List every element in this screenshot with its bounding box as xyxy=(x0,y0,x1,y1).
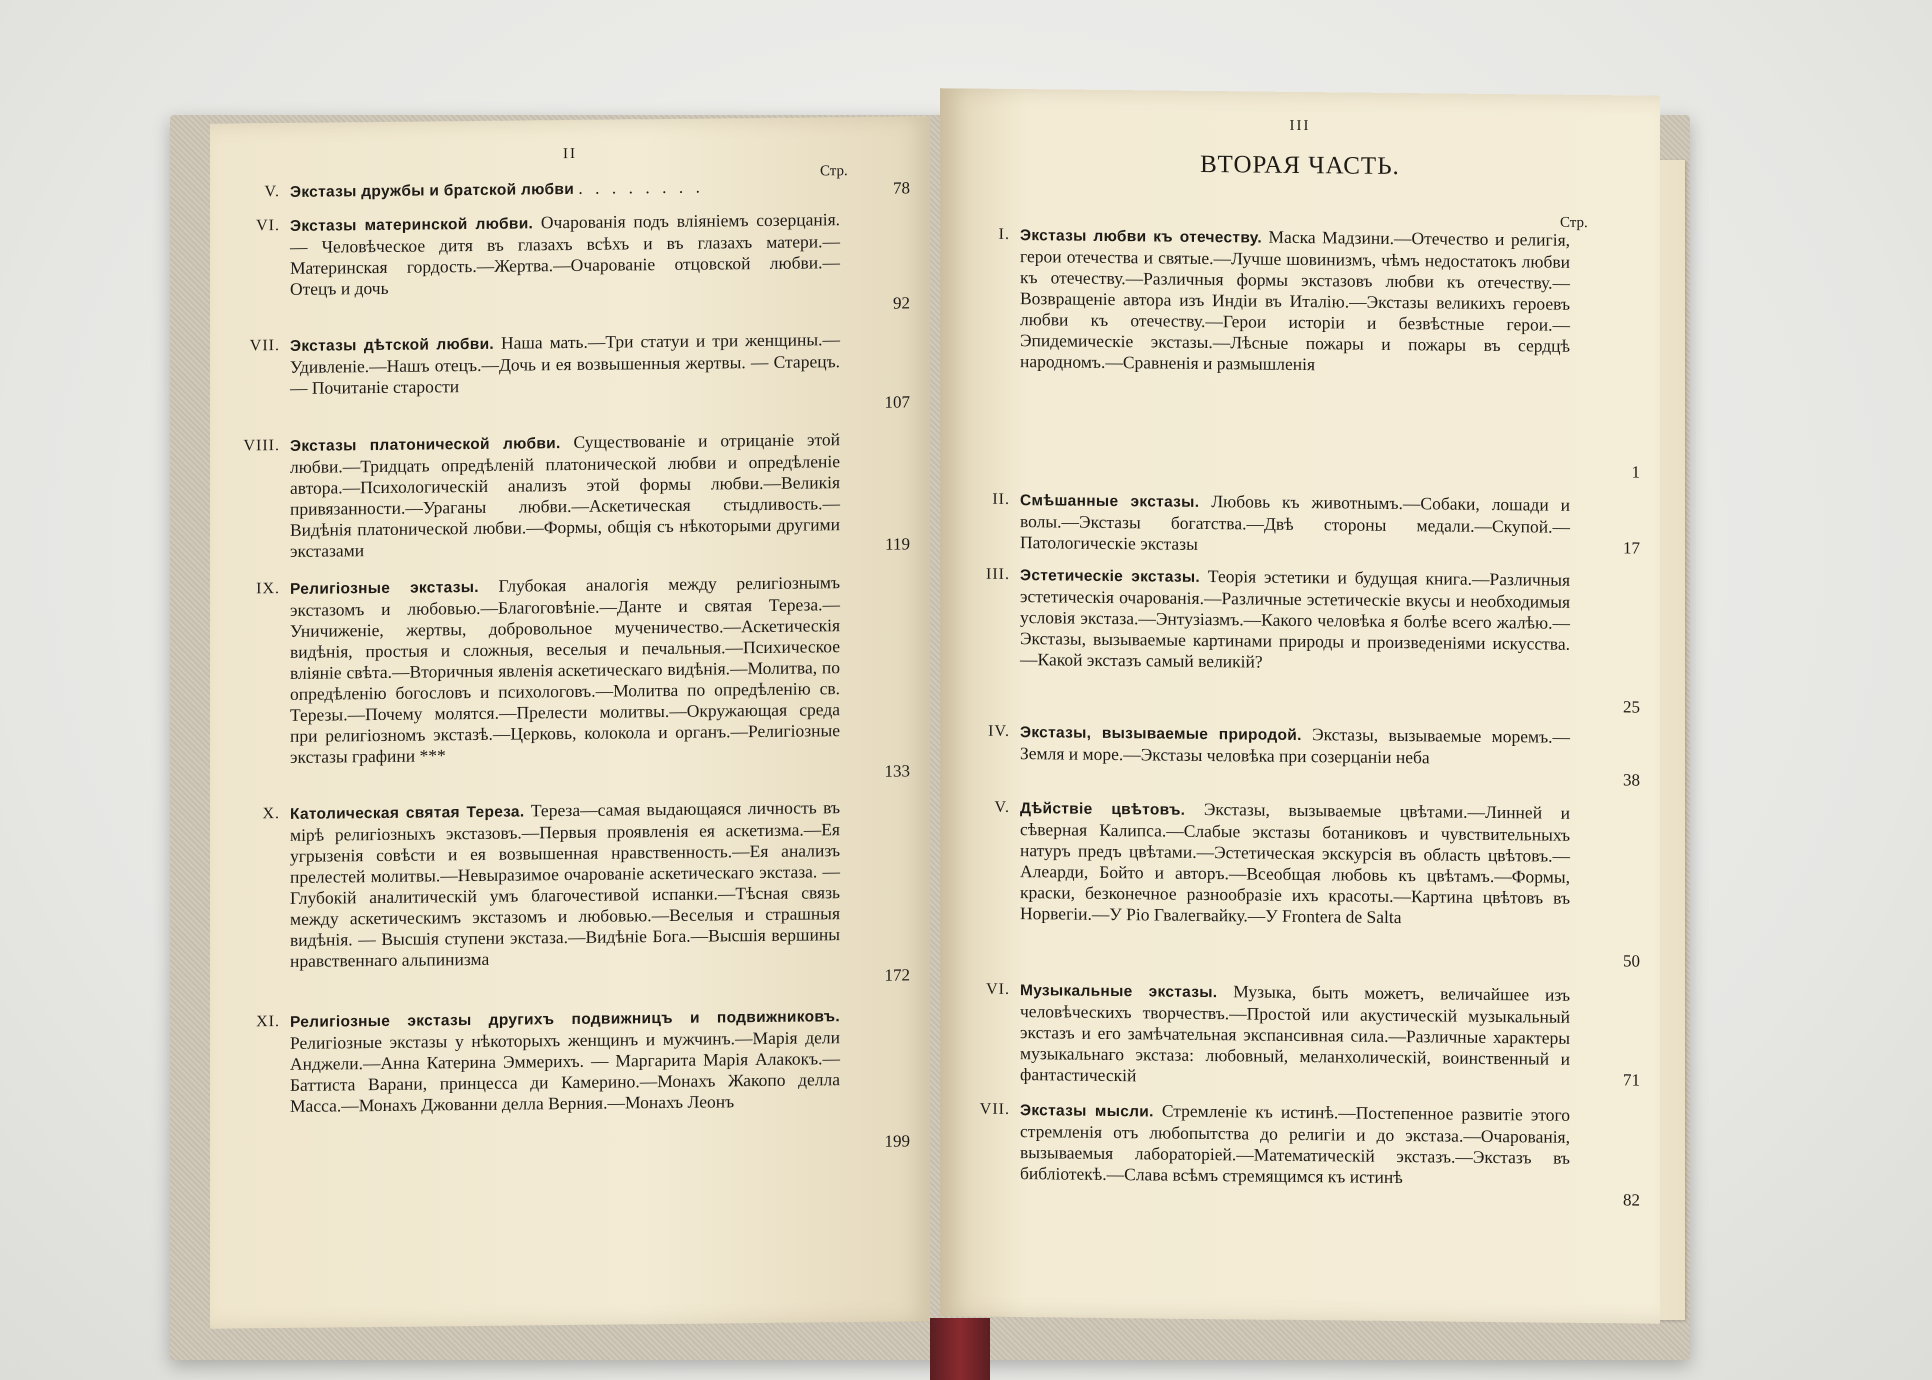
entry-heading: Экстазы мысли. xyxy=(1020,1102,1154,1121)
entry-heading: Смѣшанные экстазы. xyxy=(1020,492,1200,511)
entry-number: I. xyxy=(998,225,1010,243)
toc-entry xyxy=(960,720,1640,790)
entry-text: Музыка, быть можетъ, величайшее изъ человѣческихъ творчествъ.—Простой или акустическій музыкальный экстазъ и его замѣчательная экспансивная сила.—Различные характеры музыкальнаго экстаза: любовный, меланхолическій, воинственный и фантастическій xyxy=(1020,981,1570,1086)
entry-heading: Экстазы, вызываемые природой. xyxy=(1020,724,1302,745)
toc-entry xyxy=(230,328,910,419)
entry-page-number: 38 xyxy=(1623,770,1640,790)
entry-page-number: 82 xyxy=(1623,1190,1640,1210)
toc-entry xyxy=(230,571,910,788)
toc-entry: V. Экстазы дружбы и братской любви . . . . . . . . 78 xyxy=(230,174,910,205)
entry-text: Экстазы, вызываемые моремъ.—Земля и море.—Экстазы человѣка при созерцаніи неба xyxy=(1020,724,1570,768)
entry-page-number: 107 xyxy=(884,392,910,412)
toc-entry xyxy=(960,796,1640,971)
entry-number: VI. xyxy=(986,980,1010,998)
toc-entry xyxy=(960,1098,1640,1210)
entry-page-number: 92 xyxy=(893,293,910,313)
entry-page-number: 133 xyxy=(884,761,910,781)
toc-entry xyxy=(960,488,1640,558)
entry-heading: Экстазы дѣтской любви. xyxy=(290,335,495,355)
toc-entry xyxy=(230,208,910,320)
toc-entry xyxy=(960,563,1640,717)
toc-entry xyxy=(230,796,910,992)
entry-page-number: 1 xyxy=(1631,462,1640,482)
left-page xyxy=(210,116,930,1329)
entry-text: Любовь къ животнымъ.—Собаки, лошади и волы.—Экстазы богатства.—Двѣ стороны медали.—Скупой.—Патологическіе экстазы xyxy=(1020,491,1570,554)
entry-number: VIII. xyxy=(243,437,280,455)
entry-page-number: 50 xyxy=(1623,951,1640,971)
entry-number: III. xyxy=(986,565,1010,583)
entry-number: V. xyxy=(994,798,1010,816)
entry-heading: Музыкальные экстазы. xyxy=(1020,982,1218,1002)
entry-page-number: 25 xyxy=(1623,697,1640,717)
entry-number: IX. xyxy=(256,580,280,598)
entry-text: Маска Мадзини.—Отечество и религія, герои отечества и святые.—Лучше шовинизмъ, чѣмъ недостатокъ любви къ отечеству.—Различныя формы экстазовъ любви къ отечеству.—Возвращеніе автора изъ Индіи въ Италію.—Экстазы великихъ героевъ любви къ отечеству.—Герои исторіи и безвѣстные герои.—Эпидемическіе экстазы.—Лѣсные пожары и пожары въ сердцѣ народномъ.—Сравненія и размышленія xyxy=(1020,226,1570,375)
entry-text: Очарованія подъ вліяніемъ созерцанія. — Человѣческое дитя въ глазахъ всѣхъ и въ глазахъ матери.—Материнская гордость.—Жертва.—Очарованіе отцовской любви.—Отецъ и дочь xyxy=(290,209,840,299)
toc-entry xyxy=(230,1004,910,1158)
entry-number: X. xyxy=(262,805,280,823)
part-title: ВТОРАЯ ЧАСТЬ. xyxy=(1200,150,1400,181)
toc-entry xyxy=(230,428,910,561)
entry-text: Экстазы, вызываемые цвѣтами.—Линней и сѣверная Калипса.—Слабые экстазы ботаниковъ и чувствительныхъ натуръ предъ цвѣтами.—Эстетическая экскурсія въ область цвѣтовъ.—Алеарди, Бойто и авторъ.—Всеобщая любовь къ цвѣтамъ.—Формы, краски, безконечное разнообразіе ихъ красоты.—Картина цвѣтовъ въ Норвегіи.—У Ріо Гвалегвайку.—У Frontera de Salta xyxy=(1020,798,1570,928)
entry-number: VI. xyxy=(256,217,280,235)
str-label-left: Стр. xyxy=(820,163,848,180)
entry-heading: Религіозные экстазы. xyxy=(290,578,479,598)
str-label-right: Стр. xyxy=(1560,214,1588,232)
entry-page-number: 119 xyxy=(885,534,910,554)
entry-page-number: 17 xyxy=(1623,538,1640,558)
toc-entry xyxy=(960,978,1640,1090)
entry-page-number: 199 xyxy=(884,1131,910,1151)
entry-page-number: 172 xyxy=(884,965,910,985)
folio-left: II xyxy=(563,145,577,163)
folio-right: III xyxy=(1289,117,1311,135)
entry-heading: Экстазы дружбы и братской любви xyxy=(290,180,575,201)
entry-text: Тереза—самая выдающаяся личность въ мірѣ религіозныхъ экстазовъ.—Первыя проявленія ея аскетизма.—Ея угрызенія совѣсти и ея возвышенная нравственность.—Ея анализъ прелестей молитвы.—Невыразимое очарованіе аскетическаго экстаза. — Глубокій аналитическій умъ благочестивой испанки.—Тѣсная связь между аскетическимъ экстазомъ и любовью.—Веселыя и страшныя видѣнія. — Высшія ступени экстаза.—Видѣніе Бога.—Высшія вершины нравственнаго альпинизма xyxy=(290,797,840,971)
entry-number: II. xyxy=(992,490,1010,508)
entry-heading: Экстазы материнской любви. xyxy=(290,215,534,235)
entry-number: IV. xyxy=(988,722,1010,740)
entry-page-number: 71 xyxy=(1623,1070,1640,1090)
entry-heading: Католическая святая Тереза. xyxy=(290,803,525,823)
entry-heading: Экстазы любви къ отечеству. xyxy=(1020,227,1262,247)
entry-page-number: 78 xyxy=(893,178,910,198)
entry-text: Глубокая аналогія между религіознымъ экстазомъ и любовью.—Благоговѣніе.—Данте и святая Тереза.—Уничиженіе, жертвы, добровольное мученичество.—Аскетическія видѣнія, простыя и сложныя, веселыя и печальныя.—Психическое вліяніе свѣта.—Вторичныя явленія аскетическаго видѣнія.—Молитва, по опредѣленію богословъ и психологовъ.—Молитва по опредѣленію св. Терезы.—Почему молятся.—Прелести молитвы.—Окружающая среда при религіозномъ экстазѣ.—Церковь, колокола и органъ.—Религіозные экстазы графини *** xyxy=(290,572,840,767)
entry-heading: Религіозные экстазы другихъ подвижницъ и подвижниковъ. xyxy=(290,1008,840,1031)
entry-number: VII. xyxy=(979,1100,1010,1118)
entry-heading: Экстазы платонической любви. xyxy=(290,435,561,455)
book-spine xyxy=(930,1318,990,1380)
entry-heading: Дѣйствіе цвѣтовъ. xyxy=(1020,800,1186,819)
entry-number: VII. xyxy=(249,337,280,355)
entry-number: V. xyxy=(264,183,280,201)
entry-text: Религіозные экстазы у нѣкоторыхъ женщинъ и мужчинъ.—Марія дели Анджели.—Анна Катерина Эммерихъ. — Маргарита Марія Алакокъ.—Баттиста Варани, принцесса ди Камерино.—Монахъ Жакопо делла Масса.—Монахъ Джованни делла Верния.—Монахъ Леонъ xyxy=(290,1027,840,1116)
entry-text: Существованіе и отрицаніе этой любви.—Тридцать опредѣленій платонической любви и опредѣленіе автора.—Психологическій анализъ этой формы любви.—Великія привязанности.—Ураганы любви.—Аскетическая стыдливость.—Видѣнія платонической любви.—Формы, общія съ нѣкоторыми другими экстазами xyxy=(290,429,841,561)
entry-text: Наша мать.—Три статуи и три женщины.—Удивленіе.—Нашъ отецъ.—Дочь и ея возвышенныя жертвы. — Старецъ. — Почитаніе старости xyxy=(290,329,841,398)
entry-number: XI. xyxy=(256,1013,280,1031)
entry-text: Стремленіе къ истинѣ.—Постепенное развитіе этого стремленія отъ любопытства до религіи и до экстаза.—Очарованія, вызываемыя лабораторіей.—Математическій экстазъ.—Экстазъ въ библіотекѣ.—Слава всѣмъ стремящимся къ истинѣ xyxy=(1020,1100,1570,1188)
right-page xyxy=(940,88,1660,1324)
entry-text: Теорія эстетики и будущая книга.—Различныя эстетическія очарованія.—Различные эстетическіе вкусы и необходимыя условія экстаза.—Энтузіазмъ.—Какого человѣка я болѣе всего жалѣю.—Экстазы, вызываемые картинами природы и произведеніями искусства.—Какой экстазъ самый великій? xyxy=(1020,566,1571,672)
toc-entry xyxy=(960,223,1640,482)
entry-heading: Эстетическіе экстазы. xyxy=(1020,567,1201,586)
